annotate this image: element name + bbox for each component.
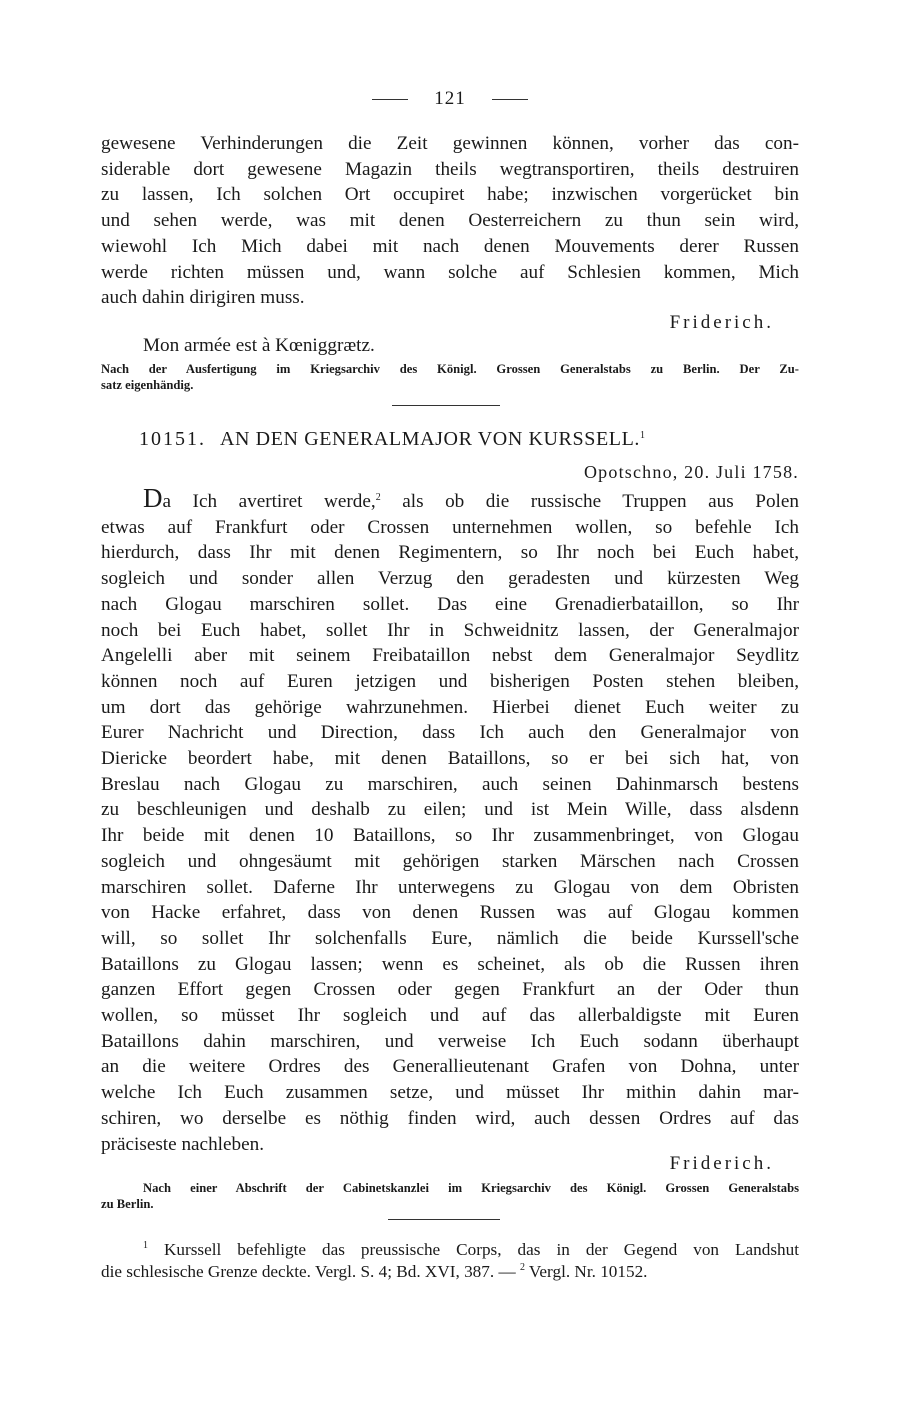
text-line: schiren, wo derselbe es nöthig finden wird, auch dessen Ordres auf das [101,1107,799,1129]
text-line: wiewohl Ich Mich dabei mit nach denen Mouvements derer Russen [101,235,799,257]
header-dash-right [492,99,528,100]
text-line: auch dahin dirigiren muss. [101,287,305,309]
footnote-divider [388,1219,500,1220]
first-line-text: a Ich avertiret werde, [162,491,376,512]
footnote-1 [101,1239,799,1261]
text-line: zu lassen, Ich solchen Ort occupiret habe; inzwischen vorgerücket bin [101,184,799,206]
text-line: etwas auf Frankfurt oder Crossen unternehmen wollen, so befehle Ich [101,516,799,538]
text-line: Bataillons dahin marschiren, und verweise Ich Euch sodann überhaupt [101,1030,799,1052]
text-line: nach Glogau marschiren sollet. Das eine Grenadierbataillon, so Ihr [101,593,799,615]
first-line-tail: als ob die russische Truppen aus Polen [380,491,799,512]
text-line: hierdurch, dass Ihr mit denen Regimentern, so Ihr noch bei Euch habet, [101,542,799,564]
text-line: an die weitere Ordres des Generallieutenant Grafen von Dohna, unter [101,1056,799,1078]
initial-letter: D [143,483,163,513]
source-note-2-line: zu Berlin. [101,1196,154,1211]
text-line: Diericke beordert habe, mit denen Bataillons, so er bei sich hat, von [101,748,799,770]
letter-body [101,483,799,1157]
text-line: werde richten müssen und, wann solche auf Schlesien kommen, Mich [101,261,799,283]
text-line: können noch auf Euren jetzigen und bisherigen Posten stehen bleiben, [101,670,799,692]
footnotes [101,1239,799,1282]
footnote-line-2 [101,1261,799,1283]
document-number: 10151. [139,428,206,450]
first-line [101,483,799,515]
page-number: 121 [434,88,466,109]
signature-2: Friderich. [669,1153,774,1174]
text-line: Angelelli aber mit seinem Freibataillon nebst dem Generalmajor Seydlitz [101,645,799,667]
text-line: und sehen werde, was mit denen Oesterreichern zu thun sein wird, [101,210,799,232]
footnote-1-text-cont: die schlesische Grenze deckte. Vergl. S. 4; Bd. XVI, 387. — [101,1261,520,1281]
source-note-1-line: Nach der Ausfertigung im Kriegsarchiv des Königl. Grossen Generalstabs zu Berlin. Der Zu- [101,362,799,376]
text-line: sogleich und ohngesäumt mit gehörigen starken Märschen nach Crossen [101,850,799,872]
text-line: siderable dort gewesene Magazin theils wegtransportiren, theils destruiren [101,158,799,180]
text-line: wollen, so müsset Ihr sogleich und auf das allerbaldigste mit Euren [101,1005,799,1027]
footnote-1-mark: 1 [143,1240,148,1251]
source-note-2-line: Nach einer Abschrift der Cabinetskanzlei im Kriegsarchiv des Königl. Grossen Generalstabs [143,1181,799,1195]
postscript: Mon armée est à Kœniggrætz. [143,335,375,356]
text-line: von Hacke erfahret, dass von denen Russen was auf Glogau kommen [101,902,799,924]
document-heading [139,428,646,451]
source-note-2 [101,1181,799,1212]
section-divider [392,405,500,406]
text-line: marschiren sollet. Daferne Ihr unterwegens zu Glogau von dem Obristen [101,876,799,898]
footnote-1-text: Kurssell befehligte das preussische Corps, das in der Gegend von Landshut [148,1240,799,1259]
text-line: gewesene Verhinderungen die Zeit gewinnen können, vorher das con- [101,133,799,154]
text-line: will, so sollet Ihr solchenfalls Eure, nämlich die beide Kurssell'sche [101,927,799,949]
text-line: zu beschleunigen und deshalb zu eilen; und ist Mein Wille, dass alsdenn [101,799,799,821]
signature-1: Friderich. [669,312,774,333]
place-date: Opotschno, 20. Juli 1758. [583,462,799,482]
footnote-mark-2: 2 [375,492,381,503]
footnote-2-mark: 2 [519,1261,525,1273]
letter-body-lines [101,515,799,1158]
source-note-1 [101,362,799,393]
source-note-1-line: satz eigenhändig. [101,377,194,392]
text-line: präciseste nachleben. [101,1133,265,1155]
document-title: AN DEN GENERALMAJOR VON KURSSELL. [220,428,640,450]
text-line: welche Ich Euch zusammen setze, und müsset Ihr mithin dahin mar- [101,1082,799,1104]
header-dash-left [372,99,408,100]
text-line: um dort das gehörige wahrzunehmen. Hierbei dienet Euch weiter zu [101,696,799,718]
page-header [0,88,900,110]
footnote-2-text: Vergl. Nr. 10152. [524,1261,648,1281]
letter-continuation-text [101,131,799,311]
text-line: Ihr beide mit denen 10 Bataillons, so Ihr zusammenbringet, von Glogau [101,825,799,847]
title-footnote-mark: 1 [640,430,646,441]
text-line: ganzen Effort gegen Crossen oder gegen Frankfurt an der Oder thun [101,979,799,1001]
text-line: Breslau nach Glogau zu marschiren, auch seinen Dahinmarsch bestens [101,773,799,795]
text-line: sogleich und sonder allen Verzug den geradesten und kürzesten Weg [101,568,799,590]
text-line: noch bei Euch habet, sollet Ihr in Schweidnitz lassen, der Generalmajor [101,619,799,641]
text-line: Bataillons zu Glogau lassen; wenn es scheinet, als ob die Russen ihren [101,953,799,975]
text-line: Eurer Nachricht und Direction, dass Ich auch den Generalmajor von [101,722,799,744]
